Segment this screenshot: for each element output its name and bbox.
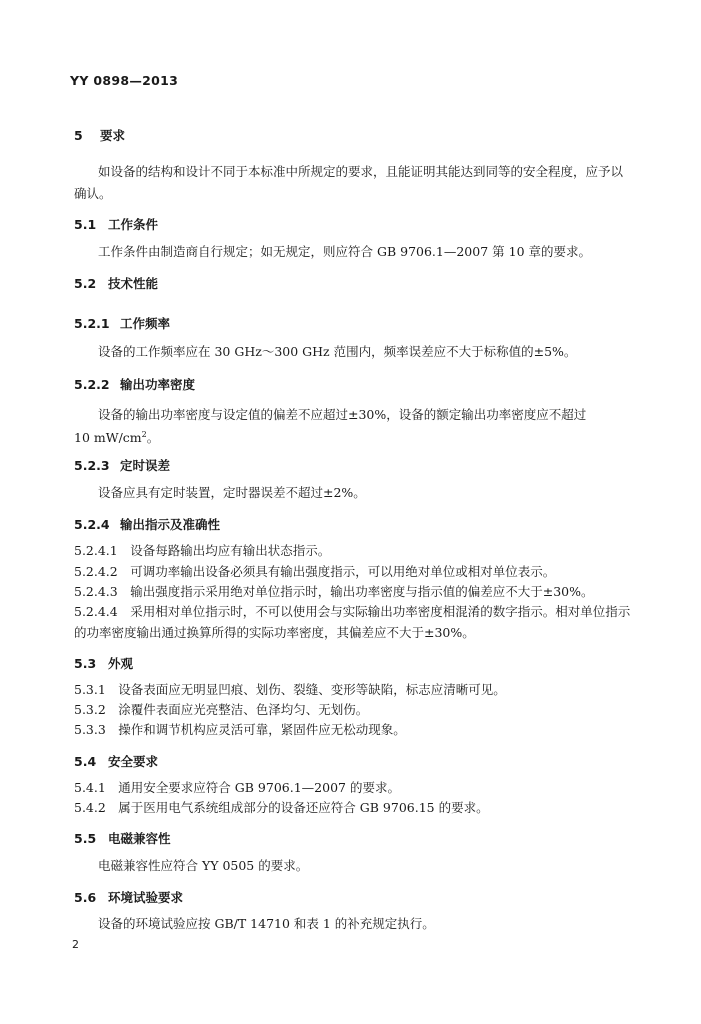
para-5-2-2-line1: 设备的输出功率密度与设定值的偏差不应超过±30%，设备的额定输出功率密度应不超过 <box>98 407 587 422</box>
section-5-2-heading: 5.2 技术性能 <box>74 276 159 291</box>
section-5-6-heading: 5.6 环境试验要求 <box>74 890 184 905</box>
para-5-line1: 如设备的结构和设计不同于本标准中所规定的要求，且能证明其能达到同等的安全程度，应予以 <box>98 164 624 179</box>
section-5-heading: 5 要求 <box>74 128 126 143</box>
para-5-5: 电磁兼容性应符合 YY 0505 的要求。 <box>98 858 309 873</box>
section-5-3-heading: 5.3 外观 <box>74 656 134 671</box>
standard-header: YY 0898—2013 <box>70 73 179 88</box>
para-5-3-3: 5.3.3 操作和调节机构应灵活可靠，紧固件应无松动现象。 <box>74 722 406 737</box>
section-5-1-heading: 5.1 工作条件 <box>74 217 159 232</box>
section-5-2-4-heading: 5.2.4 输出指示及准确性 <box>74 517 221 532</box>
para-5-2-1: 设备的工作频率应在 30 GHz～300 GHz 范围内，频率误差应不大于标称值的±5%。 <box>98 344 577 359</box>
page-number: 2 <box>72 938 79 951</box>
para-5-2-2-line2: 10 $mW/cm^2$。 <box>74 430 160 446</box>
para-5-1: 工作条件由制造商自行规定；如无规定，则应符合 GB 9706.1—2007 第 10 章的要求。 <box>98 244 591 259</box>
section-5-5-heading: 5.5 电磁兼容性 <box>74 831 171 846</box>
para-5-line2: 确认。 <box>74 186 112 201</box>
para-5-2-4-1: 5.2.4.1 设备每路输出均应有输出状态指示。 <box>74 543 331 558</box>
section-5-2-2-heading: 5.2.2 输出功率密度 <box>74 377 196 392</box>
para-5-2-4-3: 5.2.4.3 输出强度指示采用绝对单位指示时，输出功率密度与指示值的偏差应不大于±30%。 <box>74 584 594 599</box>
para-5-2-4-2: 5.2.4.2 可调功率输出设备必须具有输出强度指示，可以用绝对单位或相对单位表示。 <box>74 564 556 579</box>
para-5-6: 设备的环境试验应按 GB/T 14710 和表 1 的补充规定执行。 <box>98 916 435 931</box>
para-5-2-3: 设备应具有定时装置，定时器误差不超过±2%。 <box>98 485 366 500</box>
section-5-2-1-heading: 5.2.1 工作频率 <box>74 316 171 331</box>
para-5-4-2: 5.4.2 属于医用电气系统组成部分的设备还应符合 GB 9706.15 的要求。 <box>74 800 489 815</box>
para-5-2-4-4-line2: 的功率密度输出通过换算所得的实际功率密度，其偏差应不大于±30%。 <box>74 625 475 640</box>
section-5-4-heading: 5.4 安全要求 <box>74 754 159 769</box>
para-5-2-4-4-line1: 5.2.4.4 采用相对单位指示时，不可以使用会与实际输出功率密度相混淆的数字指示。相对单位指示 <box>74 604 631 619</box>
para-5-3-1: 5.3.1 设备表面应无明显凹痕、划伤、裂缝、变形等缺陷，标志应清晰可见。 <box>74 682 506 697</box>
section-5-2-3-heading: 5.2.3 定时误差 <box>74 458 171 473</box>
para-5-4-1: 5.4.1 通用安全要求应符合 GB 9706.1—2007 的要求。 <box>74 780 400 795</box>
para-5-3-2: 5.3.2 涂覆件表面应光亮整洁、色泽均匀、无划伤。 <box>74 702 369 717</box>
